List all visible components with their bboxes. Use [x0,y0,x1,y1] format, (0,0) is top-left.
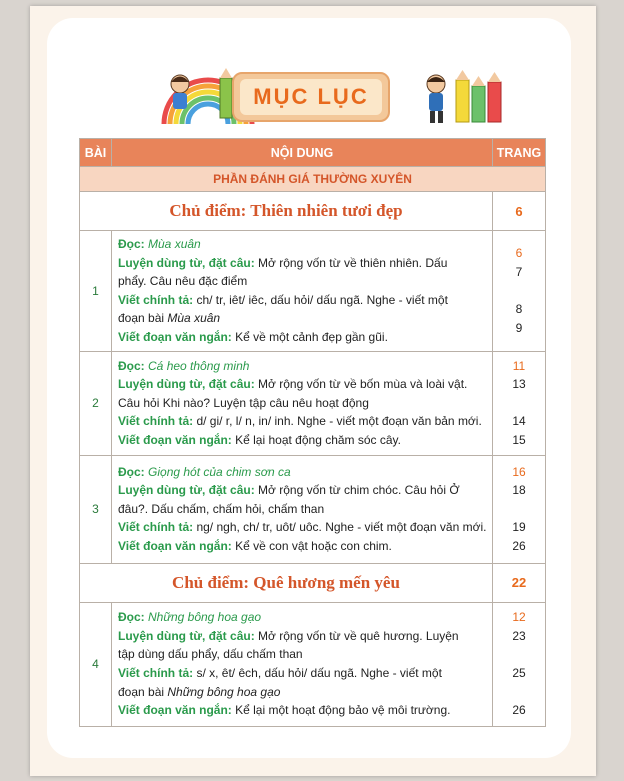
doc-page: 11 [512,358,526,373]
vct-label: Viết chính tả: [118,666,194,681]
vct-text-cont: đoạn bài [118,311,168,326]
header-noidung: NỘI DUNG [112,139,493,167]
ldt-page: 13 [512,377,526,392]
ldt-text: Mở rộng vốn từ về quê hương. Luyện [254,628,459,643]
vct-page-2: 9 [515,320,523,335]
doc-page: 6 [515,246,523,261]
vdvn-page: 26 [512,703,526,718]
vct-page: 25 [512,666,526,681]
doc-title: Những bông hoa gạo [148,610,262,625]
ldt-label: Luyện dùng từ, đặt câu: [118,483,255,498]
section-row [80,167,546,192]
doc-label: Đọc: [118,237,145,251]
vdvn-label: Viết đoạn văn ngắn: [118,538,232,553]
theme-page: 6 [493,192,546,231]
vct-text: ch/ tr, iêt/ iêc, dấu hỏi/ dấu ngã. Nghe - viết một [193,292,448,307]
lesson-pages [493,455,546,563]
header-trang: TRANG [493,139,546,167]
ldt-text-cont: tập dùng dấu phẩy, dấu chấm than [118,647,303,662]
theme-row [80,192,546,231]
header-row [80,139,546,167]
doc-title: Mùa xuân [148,237,201,251]
ldt-text: Mở rộng vốn từ về bốn mùa và loài vật. [254,377,468,392]
vdvn-text: Kể về một cảnh đẹp gần gũi. [231,329,388,344]
vdvn-page: 26 [512,538,526,553]
section-title: PHẦN ĐÁNH GIÁ THƯỜNG XUYÊN [80,167,546,192]
vct-page: 8 [515,302,523,317]
lesson-number: 3 [80,455,112,563]
lesson-content [112,231,493,352]
lesson-row [80,231,546,352]
theme-row [80,563,546,602]
lesson-number: 4 [80,602,112,726]
doc-label: Đọc: [118,358,145,373]
doc-title: Cá heo thông minh [148,358,250,373]
lesson-pages [493,602,546,726]
doc-title: Giọng hót của chim sơn ca [148,464,291,479]
theme-title: Chủ điểm: Thiên nhiên tươi đẹp [80,192,493,231]
vdvn-text: Kể lại hoạt động chăm sóc cây. [231,432,402,447]
ldt-label: Luyện dùng từ, đặt câu: [118,628,255,643]
vct-text: d/ gi/ r, l/ n, in/ inh. Nghe - viết một đoạn văn bản mới. [193,414,482,429]
doc-page: 16 [512,464,526,479]
ldt-page: 7 [515,264,523,279]
title-banner [232,72,390,122]
vdvn-text: Kể về con vật hoặc con chim. [231,538,392,553]
lesson-content [112,602,493,726]
header-bai: BÀI [80,139,112,167]
vct-page: 19 [512,520,526,535]
ldt-text-cont: Câu hỏi Khi nào? Luyện tập câu nêu hoạt động [118,395,369,410]
vct-italic: Mùa xuân [167,311,221,326]
lesson-content [112,351,493,455]
vdvn-label: Viết đoạn văn ngắn: [118,329,232,344]
lesson-pages [493,351,546,455]
lesson-number: 2 [80,351,112,455]
lesson-number: 1 [80,231,112,352]
theme-title: Chủ điểm: Quê hương mến yêu [80,563,493,602]
ldt-label: Luyện dùng từ, đặt câu: [118,377,255,392]
lesson-row [80,602,546,726]
vdvn-text: Kể lại một hoạt động bảo vệ môi trường. [231,703,451,718]
lesson-content [112,455,493,563]
kids-pencils-illustration [422,68,512,130]
lesson-row [80,351,546,455]
doc-label: Đọc: [118,464,145,479]
toc-table [79,138,546,727]
ldt-text: Mở rộng vốn từ về thiên nhiên. Dấu [254,255,448,270]
vdvn-page: 15 [512,432,526,447]
ldt-text-cont: phẩy. Câu nêu đặc điểm [118,274,248,289]
ldt-text-cont: đâu?. Dấu chấm, chấm hỏi, chấm than [118,501,325,516]
doc-page: 12 [512,610,526,625]
theme-page: 22 [493,563,546,602]
ldt-page: 23 [512,628,526,643]
ldt-label: Luyện dùng từ, đặt câu: [118,255,255,270]
vct-text: ng/ ngh, ch/ tr, uôt/ uôc. Nghe - viết một đoạn văn mới. [193,520,487,535]
ldt-text: Mở rộng vốn từ chim chóc. Câu hỏi Ở [254,483,460,498]
vdvn-label: Viết đoạn văn ngắn: [118,432,232,447]
vct-label: Viết chính tả: [118,520,194,535]
lesson-pages [493,231,546,352]
vct-text: s/ x, êt/ êch, dấu hỏi/ dấu ngã. Nghe - viết một [193,666,442,681]
vct-text-cont: đoạn bài [118,684,168,699]
vct-label: Viết chính tả: [118,414,194,429]
vdvn-label: Viết đoạn văn ngắn: [118,703,232,718]
page-title: MỤC LỤC [240,79,382,115]
ldt-page: 18 [512,483,526,498]
vct-label: Viết chính tả: [118,292,194,307]
vct-italic: Những bông hoa gạo [167,684,281,699]
lesson-row [80,455,546,563]
doc-label: Đọc: [118,610,145,625]
vct-page: 14 [512,414,526,429]
